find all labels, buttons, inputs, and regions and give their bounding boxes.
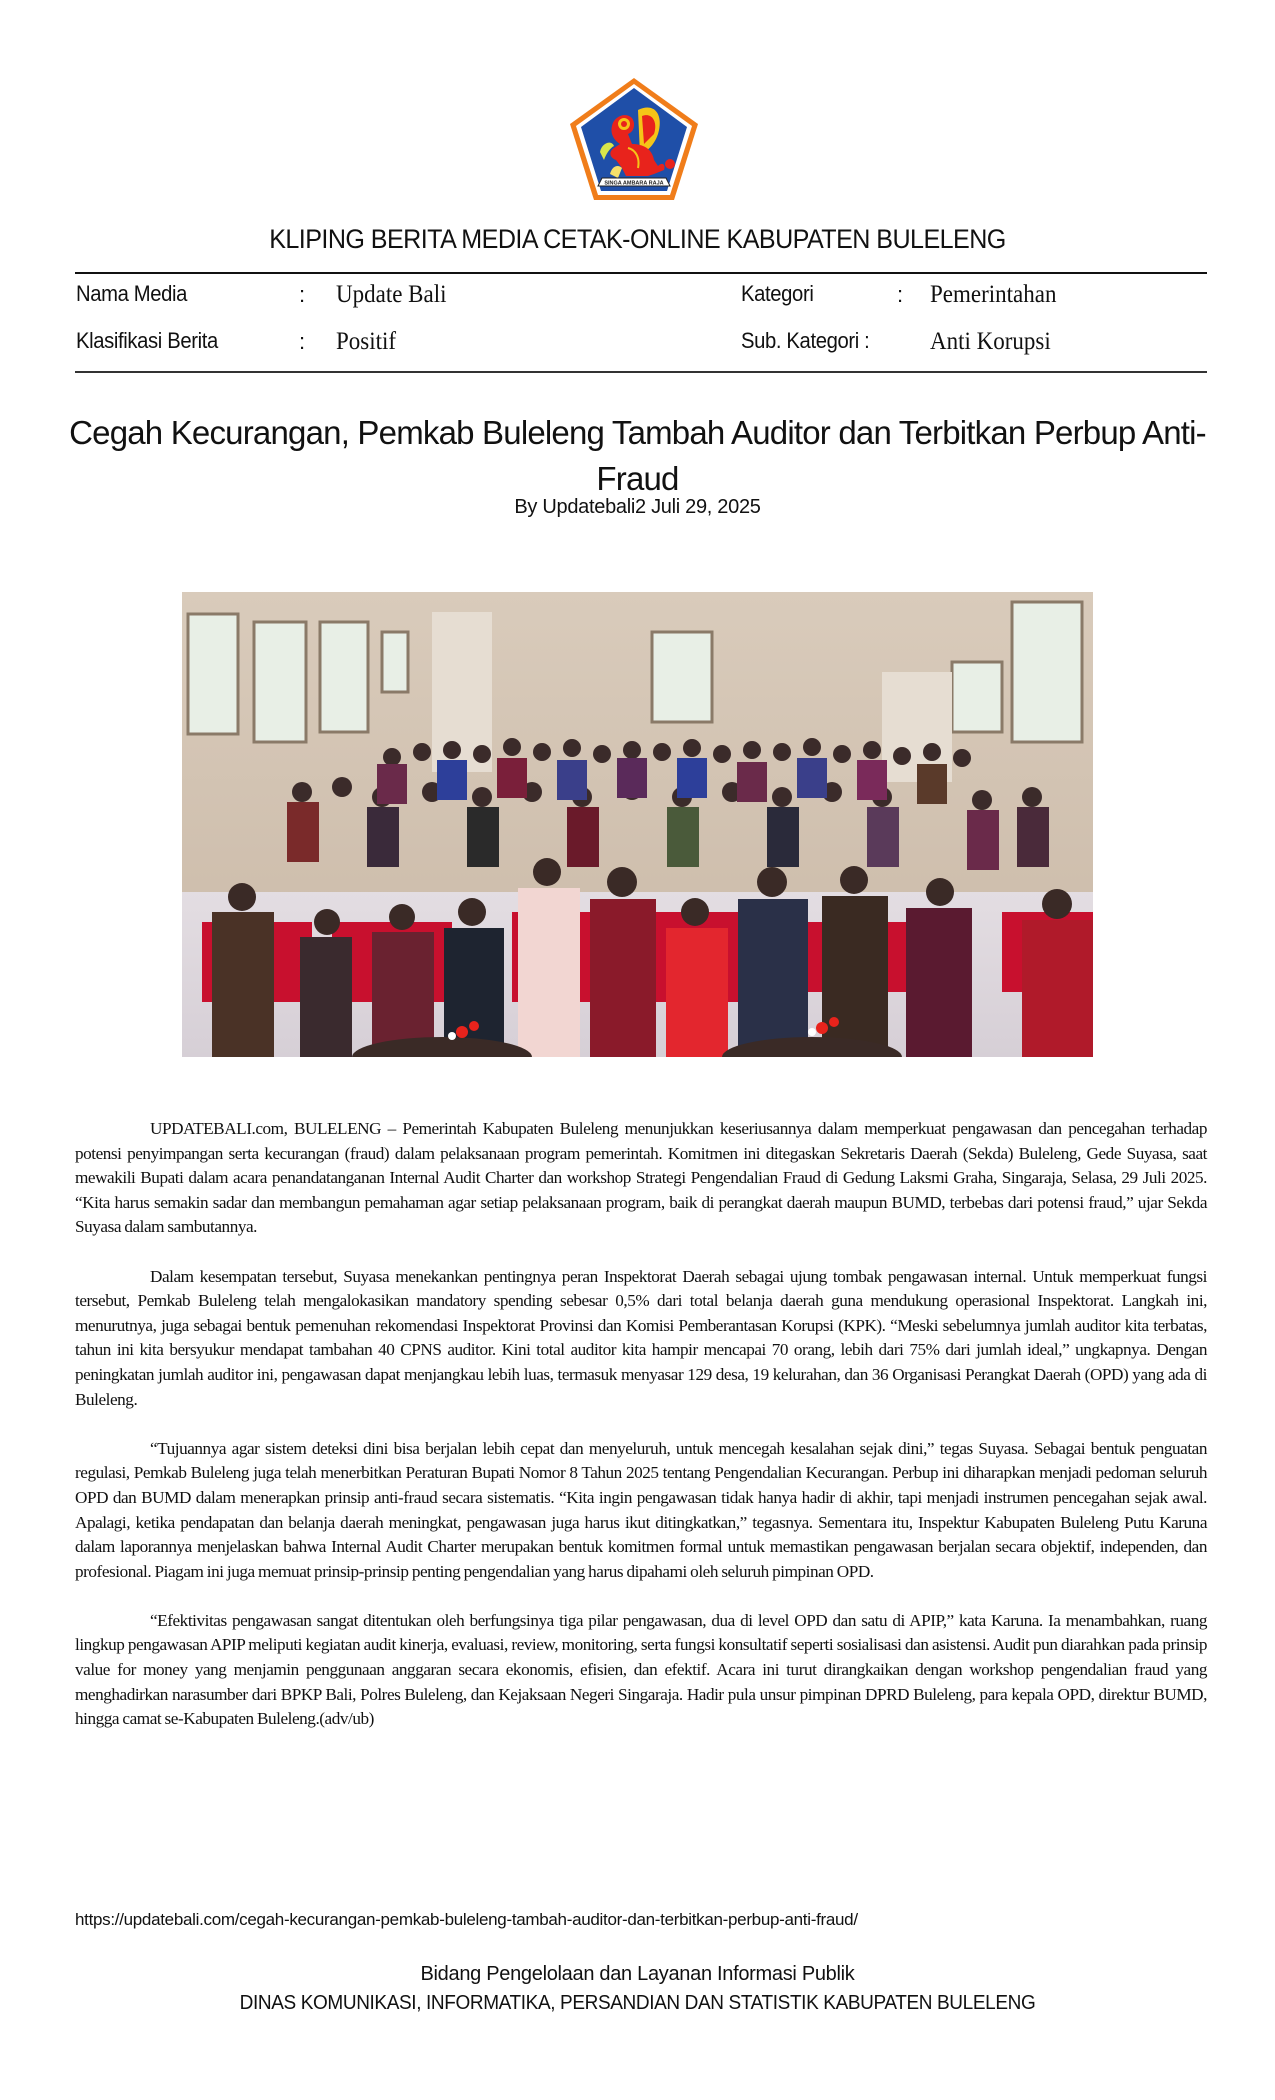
meta-colon: : (299, 329, 306, 354)
meta-value-nama-media: Update Bali (336, 281, 447, 308)
article-photo (182, 592, 1093, 1057)
meta-value-klasifikasi: Positif (336, 328, 397, 355)
article-body (75, 1117, 1207, 1756)
emblem-icon (566, 74, 702, 204)
person (212, 912, 274, 1057)
meta-value-sub-kategori: Anti Korupsi (930, 328, 1051, 355)
kabupaten-buleleng-logo (566, 74, 702, 204)
source-url-link[interactable]: https://updatebali.com/cegah-kecurangan-pemkab-buleleng-tambah-auditor-dan-terbitkan-perbup-anti-fraud/ (75, 1910, 858, 1929)
group-photo-illustration (182, 592, 1093, 1057)
footer-division: Bidang Pengelolaan dan Layanan Informasi Publik (420, 1963, 855, 1985)
logo-motto: SINGA AMBARA RAJA (604, 180, 664, 187)
document-title: KLIPING BERITA MEDIA CETAK-ONLINE KABUPATEN BULELENG (269, 224, 1006, 254)
article-paragraph: “Tujuannya agar sistem deteksi dini bisa berjalan lebih cepat dan menyeluruh, untuk mencegah kesalahan sejak dini,” tegas Suyasa. Sebagai bentuk penguatan regulasi, Pemkab Buleleng juga telah menerbitkan Peraturan Bupati Nomor 8 Tahun 2025 tentang Pengendalian Kecurangan. Perbup ini diharapkan menjadi pedoman seluruh OPD dan BUMD dalam menerapkan prinsip anti-fraud secara sistematis. “Kita ingin pengawasan tidak hanya hadir di akhir, tapi menjadi instrumen pencegahan sejak awal. Apalagi, ketika pendapatan dan belanja daerah meningkat, pengawasan juga harus ikut ditingkatkan,” tegasnya. Sementara itu, Inspektur Kabupaten Buleleng Putu Karuna dalam laporannya menjelaskan bahwa Internal Audit Charter merupakan bentuk komitmen formal untuk memastikan pengawasan berjalan secara objektif, independen, dan profesional. Piagam ini juga memuat prinsip-prinsip penting pengendalian yang harus dipahami oleh seluruh pimpinan OPD. (75, 1438, 1207, 1581)
meta-colon: : (299, 282, 306, 307)
meta-label-kategori: Kategori (741, 281, 814, 306)
article-paragraph: UPDATEBALI.com, BULELENG – Pemerintah Kabupaten Buleleng menunjukkan keseriusannya dalam memperkuat pengawasan dan pencegahan terhadap potensi penyimpangan serta kecurangan (fraud) dalam pelaksanaan program pemerintah. Komitmen ini ditegaskan Sekretaris Daerah (Sekda) Buleleng, Gede Suyasa, saat mewakili Bupati dalam acara penandatanganan Internal Audit Charter dan workshop Strategi Pengendalian Fraud di Gedung Laksmi Graha, Singaraja, Selasa, 29 Juli 2025. “Kita harus semakin sadar dan membangun pemahaman agar setiap pelaksanaan program, baik di perangkat daerah maupun BUMD, terbebas dari potensi fraud,” ujar Sekda Suyasa dalam sambutannya. (75, 1119, 1207, 1237)
header-divider-bottom (75, 371, 1207, 373)
meta-value-kategori: Pemerintahan (930, 281, 1057, 308)
article-paragraph: Dalam kesempatan tersebut, Suyasa menekankan pentingnya peran Inspektorat Daerah sebagai ujung tombak pengawasan internal. Untuk memperkuat fungsi tersebut, Pemkab Buleleng telah mengalokasikan mandatory spending sebesar 0,5% dari total belanja daerah guna mendukung operasional Inspektorat. Langkah ini, menurutnya, juga sebagai bentuk pemenuhan rekomendasi Inspektorat Provinsi dan Komisi Pemberantasan Korupsi (KPK). “Meski sebelumnya jumlah auditor kita terbatas, tahun ini kita bersyukur mendapat tambahan 40 CPNS auditor. Kini total auditor kita hampir mencapai 70 orang, lebih dari 75% dari jumlah ideal,” ungkapnya. Dengan peningkatan jumlah auditor ini, pengawasan dapat menjangkau lebih luas, termasuk menyasar 129 desa, 19 kelurahan, dan 36 Organisasi Perangkat Daerah (OPD) yang ada di Buleleng. (75, 1266, 1207, 1409)
header-divider-top (75, 272, 1207, 274)
meta-label-klasifikasi: Klasifikasi Berita (76, 328, 218, 353)
footer-agency: DINAS KOMUNIKASI, INFORMATIKA, PERSANDIAN DAN STATISTIK KABUPATEN BULELENG (239, 1992, 1036, 2014)
meta-label-nama-media: Nama Media (76, 281, 188, 306)
meta-label-sub-kategori: Sub. Kategori : (741, 328, 870, 353)
article-paragraph: “Efektivitas pengawasan sangat ditentukan oleh berfungsinya tiga pilar pengawasan, dua di level OPD dan satu di APIP,” kata Karuna. Ia menambahkan, ruang lingkup pengawasan APIP meliputi kegiatan audit kinerja, evaluasi, review, monitoring, serta fungsi konsultatif seperti sosialisasi dan asistensi. Audit pun diarahkan pada prinsip value for money yang menjamin penggunaan anggaran secara ekonomis, efisien, dan efektif. Acara ini turut dirangkaikan dengan workshop pengendalian fraud yang menghadirkan narasumber dari BPKP Bali, Polres Buleleng, dan Kejaksaan Negeri Singaraja. Hadir pula unsur pimpinan DPRD Buleleng, para kepala OPD, direktur BUMD, hingga camat se-Kabupaten Buleleng.(adv/ub) (75, 1610, 1207, 1729)
article-title: Cegah Kecurangan, Pemkab Buleleng Tambah Auditor dan Terbitkan Perbup Anti-Fraud (69, 414, 1206, 497)
article-byline: By Updatebali2 Juli 29, 2025 (514, 496, 761, 518)
meta-colon: : (897, 282, 904, 307)
